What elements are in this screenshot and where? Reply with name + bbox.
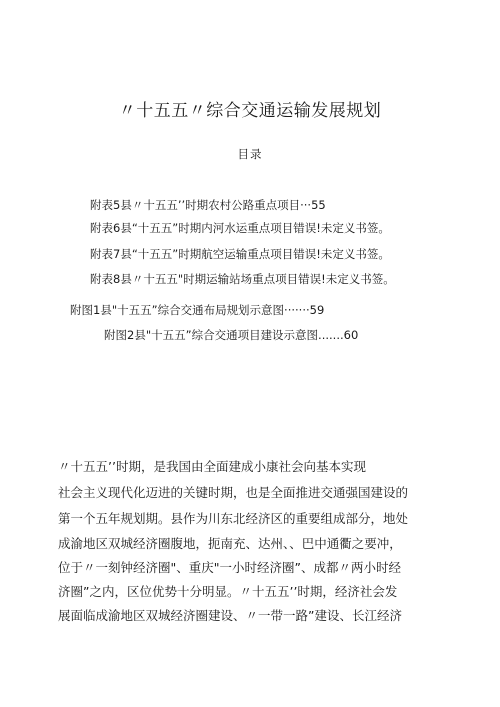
body-line: 〃十五五’’时期，是我国由全面建成小康社会向基本实现 bbox=[58, 459, 366, 474]
document-title: 〃十五五〃综合交通运输发展规划 bbox=[118, 101, 382, 121]
body-line: 展面临成渝地区双城经济圈建设、〃一带一路”建设、长江经济 bbox=[58, 608, 402, 623]
toc-entry-figure-2[interactable]: 附图2县"十五五”综合交通项目建设示意图.......60 bbox=[104, 328, 359, 342]
body-line: 位于〃一刻钟经济圈"、重庆"一小时经济圈”、成都〃两小时经 bbox=[58, 560, 401, 575]
toc-entry-table-5[interactable]: 附表5县〃十五五’’时期农村公路重点项目···55 bbox=[90, 198, 326, 212]
toc-entry-figure-1[interactable]: 附图1县"十五五”综合交通布局规划示意图·······59 bbox=[70, 303, 325, 317]
body-line: 社会主义现代化迈进的关键时期，也是全面推进交通强国建设的 bbox=[58, 485, 409, 500]
toc-entry-table-7[interactable]: 附表7县“十五五”时期航空运输重点项目错误!未定义书签。 bbox=[90, 247, 390, 261]
body-line: 成渝地区双城经济圈腹地，扼南充、达州、、巴中通衢之要冲， bbox=[58, 536, 402, 551]
body-line: 第一个五年规划期。县作为川东北经济区的重要组成部分，地处 bbox=[58, 511, 409, 526]
toc-heading: 目录 bbox=[237, 147, 263, 161]
toc-entry-table-6[interactable]: 附表6县“十五五”时期内河水运重点项目错误!未定义书签。 bbox=[90, 221, 390, 235]
body-line: 济圈”之内，区位优势十分明显。〃十五五’’时期，经济社会发 bbox=[58, 584, 398, 599]
toc-entry-table-8[interactable]: 附表8县〃十五五"时期运输站场重点项目错误!未定义书签。 bbox=[90, 272, 395, 286]
